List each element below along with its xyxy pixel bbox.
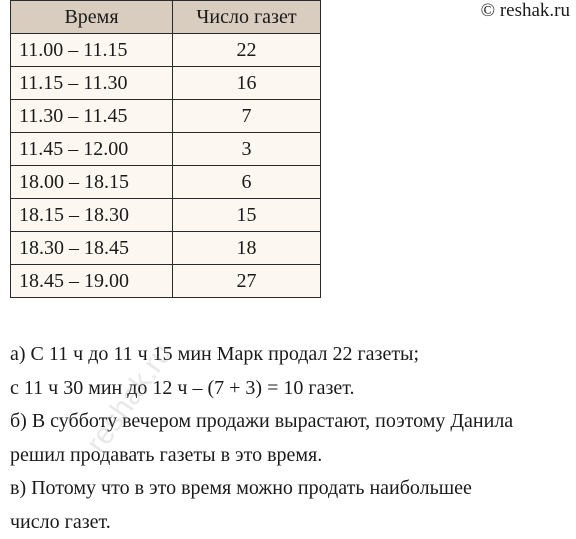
- answer-line-a-cont: с 11 ч 30 мин до 12 ч – (7 + 3) = 10 газет.: [10, 372, 576, 406]
- time-cell: 11.15 – 11.30: [11, 67, 173, 100]
- table-row: [11, 133, 321, 166]
- answer-line-v-cont: число газет.: [10, 506, 576, 539]
- count-cell: 16: [173, 67, 321, 100]
- watermark-reshak: © reshak.ru: [481, 0, 570, 22]
- answer-line-a: а) С 11 ч до 11 ч 15 мин Марк продал 22 газеты;: [10, 338, 576, 372]
- answer-line-b-cont: решил продавать газеты в это время.: [10, 439, 576, 473]
- table-row: [11, 100, 321, 133]
- table-row: [11, 265, 321, 298]
- header-count: Число газет: [173, 1, 321, 34]
- time-cell: 18.45 – 19.00: [11, 265, 173, 298]
- newspaper-sales-table: [10, 0, 321, 298]
- time-cell: 18.15 – 18.30: [11, 199, 173, 232]
- table-header-row: [11, 1, 321, 34]
- table-row: [11, 67, 321, 100]
- table-row: [11, 34, 321, 67]
- answer-line-v: в) Потому что в это время можно продать наибольшее: [10, 472, 576, 506]
- diagonal-watermark: reshak.ru: [80, 338, 180, 460]
- count-cell: 3: [173, 133, 321, 166]
- time-cell: 11.30 – 11.45: [11, 100, 173, 133]
- count-cell: 18: [173, 232, 321, 265]
- count-cell: 27: [173, 265, 321, 298]
- table-row: [11, 232, 321, 265]
- count-cell: 7: [173, 100, 321, 133]
- time-cell: 18.00 – 18.15: [11, 166, 173, 199]
- answer-line-b: б) В субботу вечером продажи вырастают, поэтому Данила: [10, 405, 576, 439]
- table-row: [11, 166, 321, 199]
- time-cell: 18.30 – 18.45: [11, 232, 173, 265]
- count-cell: 6: [173, 166, 321, 199]
- time-cell: 11.45 – 12.00: [11, 133, 173, 166]
- header-time: Время: [11, 1, 173, 34]
- table-row: [11, 199, 321, 232]
- count-cell: 22: [173, 34, 321, 67]
- count-cell: 15: [173, 199, 321, 232]
- time-cell: 11.00 – 11.15: [11, 34, 173, 67]
